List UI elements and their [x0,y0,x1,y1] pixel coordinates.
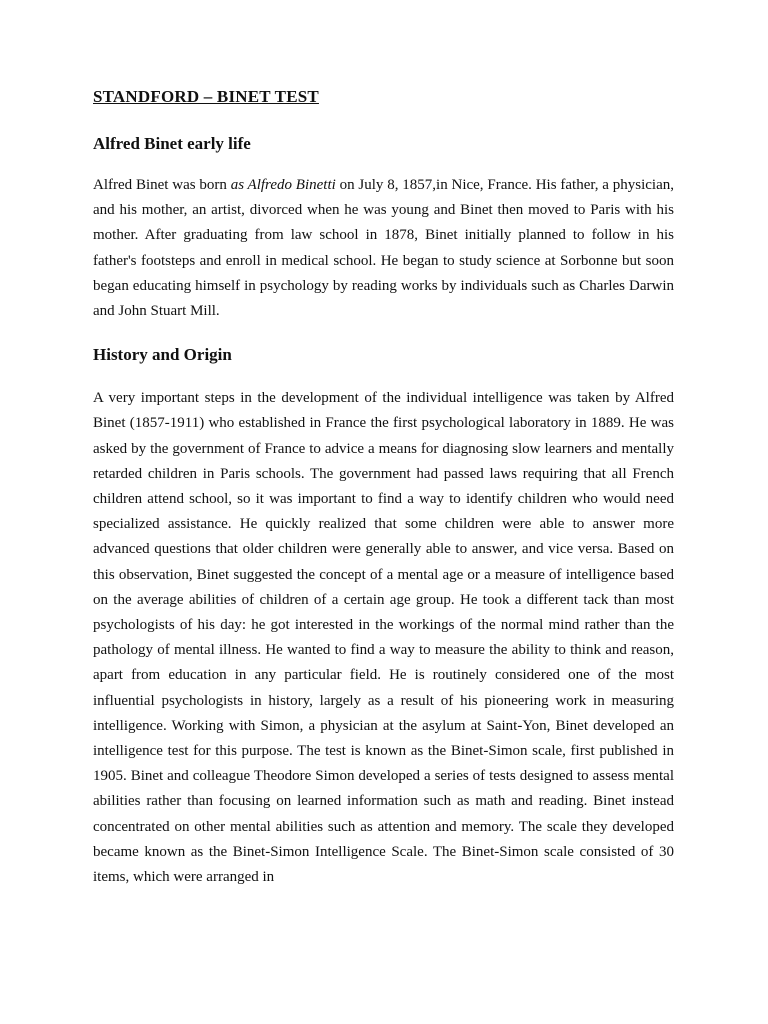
paragraph-history-origin: A very important steps in the development of the individual intelligence was taken by Alfred Binet (1857-1911) who established in France the first psychological laboratory in 1889. He was asked by the government of France to advice a means for diagnosing slow learners and mentally retarded children in Paris schools. The government had passed laws requiring that all French children attend school, so it was important to find a way to identify children who would need specialized assistance. He quickly realized that some children were able to answer more advanced questions that older children were generally able to answer, and vice versa. Based on this observation, Binet suggested the concept of a mental age or a measure of intelligence based on the average abilities of children of a certain age group. He took a different tack than most psychologists of his day: he got interested in the workings of the normal mind rather than the pathology of mental illness. He wanted to find a way to measure the ability to think and reason, apart from education in any particular field. He is routinely considered one of the most influential psychologists in history, largely as a result of his pioneering work in measuring intelligence. Working with Simon, a physician at the asylum at Saint-Yon, Binet developed an intelligence test for this purpose. The test is known as the Binet-Simon scale, first published in 1905. Binet and colleague Theodore Simon developed a series of tests designed to assess mental abilities rather than focusing on learned information such as math and reading. Binet instead concentrated on other mental abilities such as attention and memory. The scale they developed became known as the Binet-Simon Intelligence Scale. The Binet-Simon scale consisted of 30 items, which were arranged in [93,390,674,886]
paragraph-early-life [93,173,674,324]
paragraph-early-life-start: Alfred Binet was born [93,177,231,193]
section-heading-history-origin: History and Origin [93,345,232,365]
paragraph-early-life-italic: as Alfredo Binetti [230,177,336,193]
section-heading-early-life: Alfred Binet early life [93,134,251,153]
document-title: STANDFORD – BINET TEST [93,87,319,106]
paragraph-early-life-rest: on July 8, 1857,in Nice, France. His father, a physician, and his mother, an artist, divorced when he was young and Binet then moved to Paris with his mother. After graduating from law school in 1878, Binet initially planned to follow in his father's footsteps and enroll in medical school. He began to study science at Sorbonne but soon began educating himself in psychology by reading works by individuals such as Charles Darwin and John Stuart Mill. [93,177,674,320]
document-page [93,86,674,890]
